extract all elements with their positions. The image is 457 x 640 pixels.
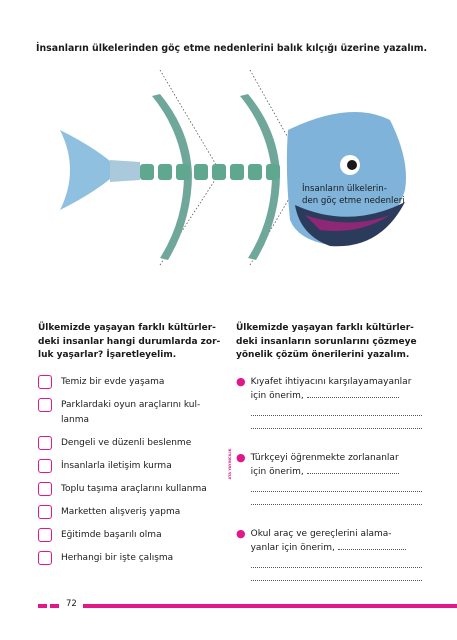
suggestion-item: ● Kıyafet ihtiyacını karşılayamayanlar için önerim, <box>236 375 422 429</box>
page-title: İnsanların ülkelerinden göç etme nedenlerini balık kılçığı üzerine yazalım. <box>36 43 428 54</box>
bullet-icon: ● <box>236 450 246 464</box>
answer-line[interactable] <box>338 549 406 550</box>
page-number: 72 <box>66 599 77 609</box>
footer-square <box>38 604 47 608</box>
checklist-option[interactable]: Eğitimde başarılı olma <box>38 528 228 543</box>
checkbox[interactable] <box>38 459 52 473</box>
suggestions-section <box>236 322 422 581</box>
checklist-option[interactable]: İnsanlarla iletişim kurma <box>38 459 228 474</box>
checklist-option[interactable]: Herhangi bir işte çalışma <box>38 551 228 566</box>
checkbox[interactable] <box>38 436 52 450</box>
answer-line[interactable] <box>251 416 422 429</box>
checklist-question: Ülkemizde yaşayan farklı kültürler- deki insanlar hangi durumlarda zor- luk yaşarlar? İşaretleyelim. <box>38 323 221 361</box>
vertebra <box>212 164 226 180</box>
checkbox[interactable] <box>38 375 52 389</box>
suggestion-item: ● Okul araç ve gereçlerini alama- yanlar için önerim, <box>236 527 422 581</box>
vertebra <box>266 164 280 180</box>
vertebra <box>158 164 172 180</box>
checklist-option[interactable]: Marketten alışveriş yapma <box>38 505 228 520</box>
vertebra <box>230 164 244 180</box>
answer-line[interactable] <box>307 397 399 398</box>
bullet-icon: ● <box>236 374 246 388</box>
footer-bar <box>83 604 457 608</box>
checkbox[interactable] <box>38 398 52 412</box>
suggestion-item: ● Türkçeyi öğrenmekte zorlananlar için önerim, <box>236 451 422 505</box>
answer-line[interactable] <box>251 568 422 581</box>
suggestions-question: Ülkemizde yaşayan farklı kültürler- deki insanların sorunlarını çözmeye yönelik çözüm önerilerini yazalım. <box>236 323 417 361</box>
fish-tail-base <box>110 160 140 182</box>
vertebra <box>176 164 190 180</box>
footer-square <box>50 604 59 608</box>
vertebra <box>194 164 208 180</box>
checklist-section <box>38 322 228 566</box>
answer-line[interactable] <box>251 403 422 416</box>
checkbox[interactable] <box>38 551 52 565</box>
checkbox[interactable] <box>38 505 52 519</box>
bullet-icon: ● <box>236 526 246 540</box>
checklist-option[interactable]: Temiz bir evde yaşama <box>38 375 228 390</box>
checklist-option[interactable]: Dengeli ve düzenli beslenme <box>38 436 228 451</box>
answer-line[interactable] <box>251 555 422 568</box>
answer-line[interactable] <box>307 473 399 474</box>
vertebra <box>140 164 154 180</box>
fish-pupil <box>347 160 357 170</box>
fishbone-diagram <box>60 70 420 270</box>
vertebra <box>248 164 262 180</box>
checklist-option[interactable]: Toplu taşıma araçlarını kullanma <box>38 482 228 497</box>
fish-head-label: İnsanların ülkelerin- den göç etme nedenleri <box>302 184 405 206</box>
answer-line[interactable] <box>251 479 422 492</box>
checklist-option[interactable]: Parklardaki oyun araçlarını kul- lanma <box>38 398 228 428</box>
checkbox[interactable] <box>38 482 52 496</box>
checkbox[interactable] <box>38 528 52 542</box>
answer-line[interactable] <box>251 492 422 505</box>
publisher-side-text: ATA YAYINCILIK <box>228 448 232 480</box>
